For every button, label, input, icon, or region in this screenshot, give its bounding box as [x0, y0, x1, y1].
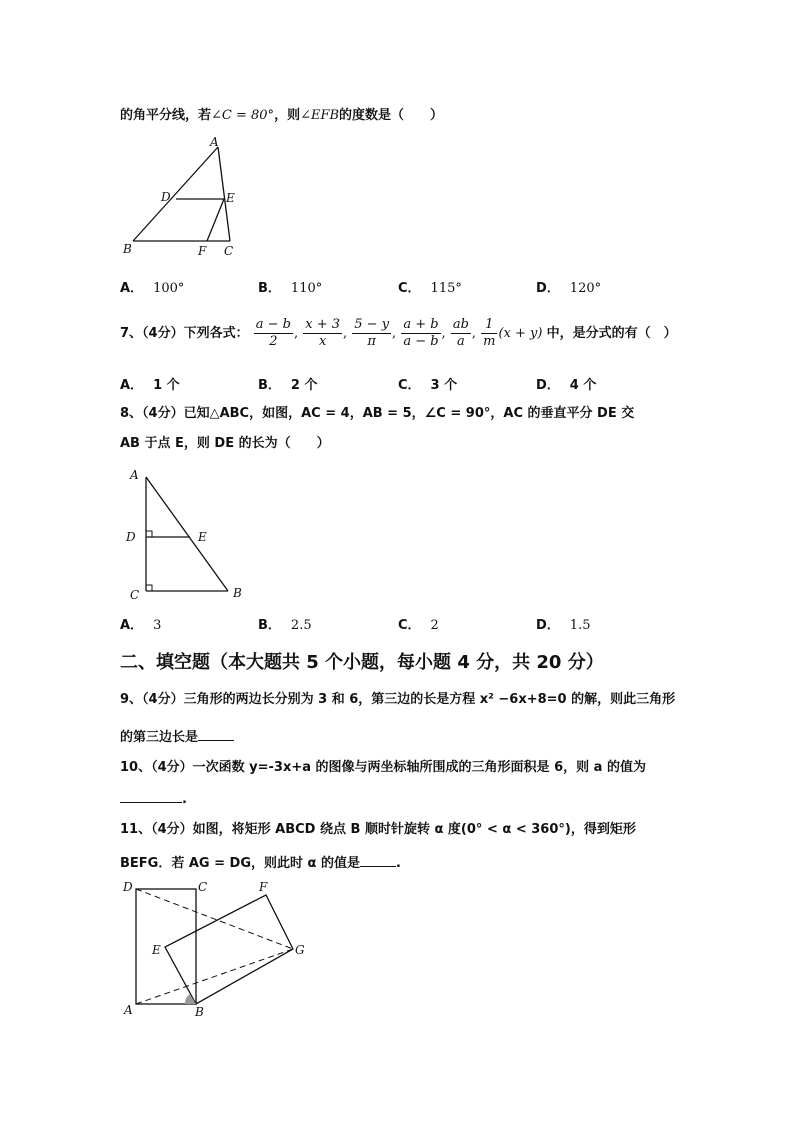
q9-line1-suffix: 的解，则此三角形: [566, 692, 676, 707]
q10-line2-end: .: [182, 792, 187, 807]
q6-label-c: C: [224, 244, 234, 258]
q7-fraction-4: $\frac{a + b}{a - b}$: [403, 317, 439, 349]
q6-option-c[interactable]: C． 115°: [398, 281, 462, 296]
q7-fraction-3: $\frac{5 - y}{\pi}$: [354, 317, 390, 349]
q6-label-b: B: [123, 242, 132, 256]
q6-stem: [120, 106, 443, 126]
q10-answer-blank[interactable]: [120, 788, 182, 803]
q7-option-a[interactable]: A． 1 个: [120, 378, 180, 393]
q8-stem-line2: AB 于点 E，则 DE 的长为（ ）: [120, 436, 330, 451]
q8-figure: [118, 465, 248, 605]
q9-stem-line2: [120, 726, 234, 748]
q8-stem-line1: 8、（4分）已知△ABC，如图，AC = 4，AB = 5，∠C = 90°，AC 的垂直平分 DE 交: [120, 406, 635, 421]
q8-label-b: B: [233, 586, 242, 600]
q8-right-angle-c: [146, 585, 152, 591]
q7-option-b[interactable]: B． 2 个: [258, 378, 318, 393]
q7-fraction-5: $\frac{ab}{a}$: [452, 317, 469, 349]
q6-text-suffix: 的度数是（ ）: [339, 108, 444, 123]
q9-equation: x² −6x+8=0: [479, 692, 567, 707]
q11-label-d: D: [123, 880, 133, 894]
q11-figure: [118, 876, 318, 1021]
q6-segment-ef: [207, 199, 224, 241]
q7-fraction-1: $\frac{a - b}{2}$: [255, 317, 291, 349]
q6-label-a: A: [210, 135, 219, 149]
q9-line2: 的第三边长是: [120, 730, 199, 745]
q8-label-a: A: [130, 468, 139, 482]
q11-label-b: B: [195, 1005, 204, 1019]
q8-option-b[interactable]: B． 2.5: [258, 618, 312, 633]
q6-label-d: D: [161, 190, 171, 204]
q8-option-d[interactable]: D． 1.5: [536, 618, 591, 633]
q11-answer-blank[interactable]: [360, 852, 396, 867]
q10-stem-line1: 10、（4分）一次函数 y=-3x+a 的图像与两坐标轴所围成的三角形面积是 6，则 a 的值为: [120, 760, 646, 775]
q7-option-c[interactable]: C． 3 个: [398, 378, 458, 393]
q11-angle-alpha-mark: [185, 994, 196, 1004]
q7-stem: 7、（4分）下列各式： $\frac{a - b}{2}$ , $\frac{x + 3}{x}$ , $\frac{5 - y}{\pi}$ , $\frac{a + b}{a - b}$ , $\frac{ab}{a}$ , $\frac{1}{m}$ (x + y) 中，是分式的有（ ）: [120, 317, 677, 349]
q11-stem-line2: [120, 852, 401, 874]
q6-text-mid: ，则: [274, 108, 301, 123]
q11-dashed-dg: [136, 889, 293, 949]
q6-option-b[interactable]: B． 110°: [258, 281, 323, 296]
q7-option-d[interactable]: D． 4 个: [536, 378, 597, 393]
q8-label-d: D: [126, 530, 136, 544]
q11-stem-line1: 11、（4分）如图，将矩形 ABCD 绕点 B 顺时针旋转 α 度(0° < α < 360°)，得到矩形: [120, 822, 636, 837]
q6-label-f: F: [198, 244, 207, 258]
q6-angle-ask: ∠EFB: [300, 108, 340, 123]
q6-segment-ab: [133, 147, 218, 241]
q9-stem-line1: [120, 690, 675, 710]
q6-option-d[interactable]: D． 120°: [536, 281, 602, 296]
q11-rectangle-befg: [165, 895, 293, 1004]
q7-suffix: 中，是分式的有（ ）: [546, 326, 677, 341]
q11-line2-end: .: [396, 856, 401, 871]
q11-label-e: E: [152, 943, 161, 957]
q8-option-c[interactable]: C． 2: [398, 618, 439, 633]
q6-label-e: E: [226, 191, 235, 205]
q7-fraction-2: $\frac{x + 3}{x}$: [305, 317, 340, 349]
q6-text-prefix: 的角平分线，若: [120, 108, 212, 123]
q9-line1-prefix: 9、（4分）三角形的两边长分别为 3 和 6，第三边的长是方程: [120, 692, 480, 707]
q8-label-c: C: [130, 588, 140, 602]
q9-answer-blank[interactable]: [198, 726, 234, 741]
q7-paren-expr: (x + y): [498, 326, 543, 341]
q7-fraction-6: $\frac{1}{m}$: [483, 317, 496, 349]
q8-label-e: E: [198, 530, 207, 544]
q11-label-f: F: [259, 880, 268, 894]
q8-right-angle-d: [146, 531, 152, 537]
q10-stem-line2: [120, 788, 187, 810]
q11-dashed-ag: [136, 949, 293, 1004]
q6-angle-expr: ∠C = 80°: [211, 108, 275, 123]
q6-figure: [118, 135, 248, 260]
section2-title: 二、填空题（本大题共 5 个小题，每小题 4 分，共 20 分）: [120, 652, 604, 673]
q8-segment-ab: [146, 477, 228, 591]
q6-option-a[interactable]: A． 100°: [120, 281, 185, 296]
q11-line2-prefix: BEFG．若 AG = DG，则此时 α 的值是: [120, 856, 360, 871]
q11-label-g: G: [295, 943, 305, 957]
q11-label-a: A: [124, 1003, 133, 1017]
q8-option-a[interactable]: A． 3: [120, 618, 162, 633]
q11-label-c: C: [198, 880, 208, 894]
q7-prefix: 7、（4分）下列各式：: [120, 326, 249, 341]
